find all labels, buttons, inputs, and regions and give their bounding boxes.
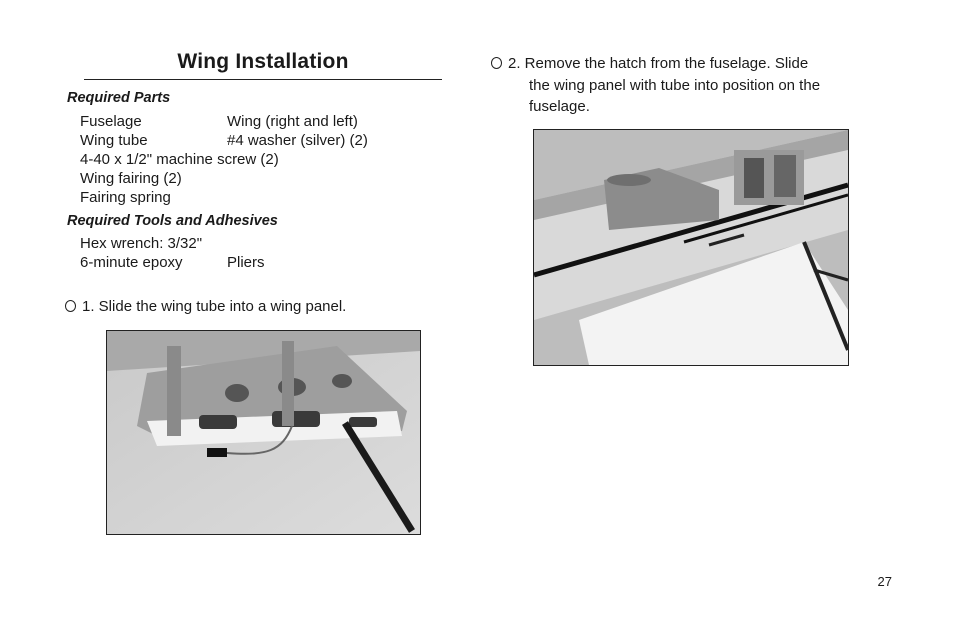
- step-1-text: 1. Slide the wing tube into a wing panel.: [82, 298, 347, 315]
- tool-item: Pliers: [227, 254, 265, 271]
- photo-fuselage-wing-position: [533, 129, 849, 366]
- part-item: Wing tube: [80, 132, 148, 149]
- part-item: 4-40 x 1/2" machine screw (2): [80, 151, 279, 168]
- part-item: #4 washer (silver) (2): [227, 132, 368, 149]
- step-2-text-line-1: 2. Remove the hatch from the fuselage. Slide: [508, 55, 809, 72]
- wing-panel-photo-illustration: [107, 331, 420, 534]
- part-item: Fuselage: [80, 113, 142, 130]
- checkbox-circle-icon[interactable]: [65, 300, 76, 312]
- step-1: [65, 296, 346, 317]
- step-2: [491, 53, 808, 74]
- photo-wing-tube-insertion: [106, 330, 421, 535]
- title-divider: [84, 79, 442, 80]
- part-item: Wing fairing (2): [80, 170, 182, 187]
- step-2-text-line-2: the wing panel with tube into position on the: [529, 77, 821, 94]
- page-number: 27: [877, 574, 892, 589]
- required-parts-heading: Required Parts: [67, 90, 171, 106]
- part-item: Wing (right and left): [227, 113, 358, 130]
- page-title: Wing Installation: [177, 50, 349, 73]
- tool-item: Hex wrench: 3/32": [80, 235, 203, 252]
- step-2-text-line-3: fuselage.: [529, 98, 590, 115]
- checkbox-circle-icon[interactable]: [491, 57, 502, 69]
- required-tools-heading: Required Tools and Adhesives: [67, 213, 278, 229]
- tool-item: 6-minute epoxy: [80, 254, 183, 271]
- part-item: Fairing spring: [80, 189, 171, 206]
- fuselage-photo-illustration: [534, 130, 848, 365]
